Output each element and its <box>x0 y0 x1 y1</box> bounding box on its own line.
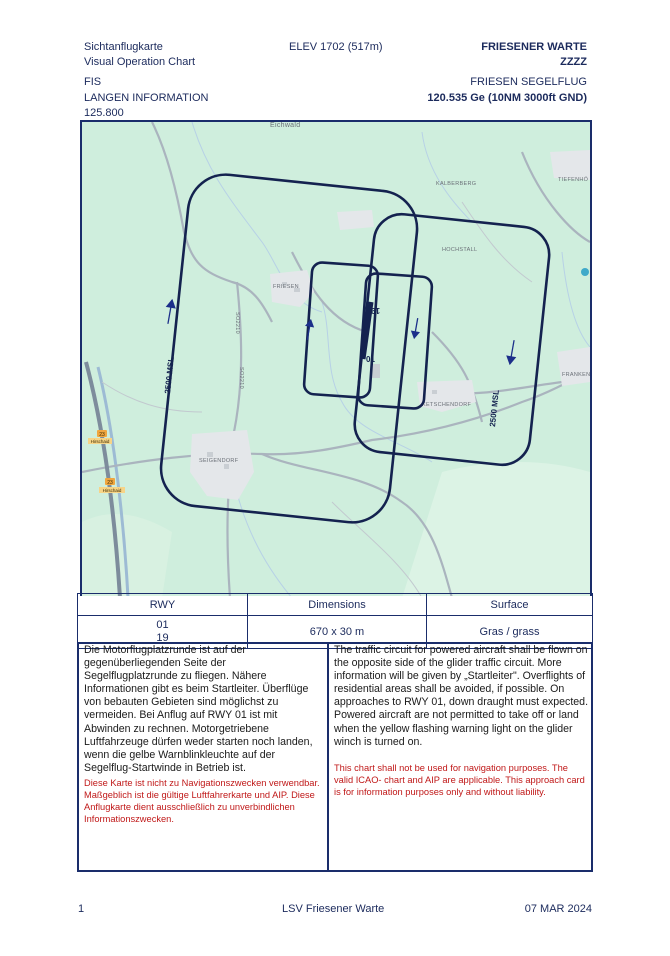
notes-de-text: Die Motorflugplatzrunde ist auf der gegenüberliegenden Seite der Segelflugplatzrunde zu fliegen. Nähere Informationen gibt es beim Startleiter. Überflüge von bebauten Gebieten sind möglichst zu vermeiden. Bei Anflug auf RWY 01 ist mit Abwinden zu rechnen. Motorgetriebene Luftfahrzeuge dürfen weder starten noch landen, wenn die gelbe Warnblinkleuchte auf der Segelflug-Startwinde in Betrieb ist. <box>84 644 313 774</box>
svg-text:Hirschaid: Hirschaid <box>102 488 122 493</box>
road-label: SO2210 <box>234 312 240 334</box>
place-label-tiefenhoechstadt: TIEFENHÖ <box>558 177 589 183</box>
svg-text:23: 23 <box>107 480 113 486</box>
notes-box <box>77 642 593 872</box>
elevation: ELEV 1702 (517m) <box>289 41 383 53</box>
village-hamlet <box>337 210 374 230</box>
page-number: 1 <box>78 903 85 915</box>
place-label-friesen: FRIESEN <box>273 284 299 290</box>
local-station: FRIESEN SEGELFLUG <box>470 76 587 88</box>
building <box>432 390 437 394</box>
disclaimer-en: This chart shall not be used for navigation purposes. The valid ICAO- chart and AIP are applicable. This approach card is for information purposes only and without liability. <box>334 762 585 797</box>
place-label-ketschendorf: KETSCHENDORF <box>422 402 472 408</box>
col-header-surface: Surface <box>427 594 593 616</box>
footer-date: 07 MAR 2024 <box>524 903 592 915</box>
local-frequency: 120.535 Ge (10NM 3000ft GND) <box>427 92 587 104</box>
runway-label-01: 01 <box>366 355 375 364</box>
disclaimer-de: Diese Karte ist nicht zu Navigationszwecken verwendbar. Maßgeblich ist die gültige Luftfahrerkarte und AIP. Diese Anflugkarte dient ausschließlich zu unverbindlichen Informationszwecken. <box>84 777 320 824</box>
place-label-hochstall: HOCHSTALL <box>442 247 478 253</box>
water-marker <box>581 268 589 276</box>
airfield-building <box>372 364 380 378</box>
notes-english <box>334 644 588 870</box>
col-header-rwy: RWY <box>78 594 248 616</box>
village-tiefenhoechstadt <box>550 150 590 180</box>
airfield-name: FRIESENER WARTE <box>481 41 587 53</box>
svg-text:Hirschaid: Hirschaid <box>90 439 110 444</box>
building <box>207 452 213 457</box>
notes-german <box>84 644 322 870</box>
circuit-altitude-label: 2500 MSL <box>163 356 176 395</box>
notes-en-text: The traffic circuit for powered aircraft shall be flown on the opposite side of the glider traffic circuit. More information will be given by „Startleiter". Overflights of residential areas shall be avoided, if possible. On approaches to RWY 01, down draught must expected. Powered aircraft are not permitted to take off or land when the yellow flashing warning light on the glider winch is turned on. <box>334 644 589 748</box>
runway-table <box>77 593 593 649</box>
rwy-value: 19 <box>156 632 169 644</box>
road-label: SO2210 <box>238 367 244 389</box>
place-label-seigendorf: SEIGENDORF <box>199 458 239 464</box>
dimensions-cell: 670 x 30 m <box>248 616 427 649</box>
footer-title: LSV Friesener Warte <box>282 903 385 915</box>
place-label-eichwald: Eichwald <box>270 122 301 129</box>
chart-type-de: Sichtanflugkarte <box>84 41 163 53</box>
fis-label: FIS <box>84 76 102 88</box>
surface-cell: Gras / grass <box>427 616 593 649</box>
building <box>224 464 229 469</box>
circuit-altitude-label: 2500 MSL <box>488 389 501 428</box>
notes-divider <box>327 644 329 870</box>
place-label-kalberberg: KALBERBERG <box>436 181 477 187</box>
icao-code: ZZZZ <box>560 56 587 68</box>
approach-map <box>80 120 592 596</box>
place-label-franken: FRANKEN <box>562 372 590 378</box>
svg-text:23: 23 <box>99 432 105 438</box>
runway-label-19: 19 <box>371 306 380 315</box>
chart-type-en: Visual Operation Chart <box>84 56 196 68</box>
col-header-dimensions: Dimensions <box>248 594 427 616</box>
fis-station: LANGEN INFORMATION <box>84 92 209 104</box>
village-franken <box>557 347 590 386</box>
fis-frequency: 125.800 <box>84 107 124 119</box>
rwy-value: 01 <box>156 619 169 631</box>
